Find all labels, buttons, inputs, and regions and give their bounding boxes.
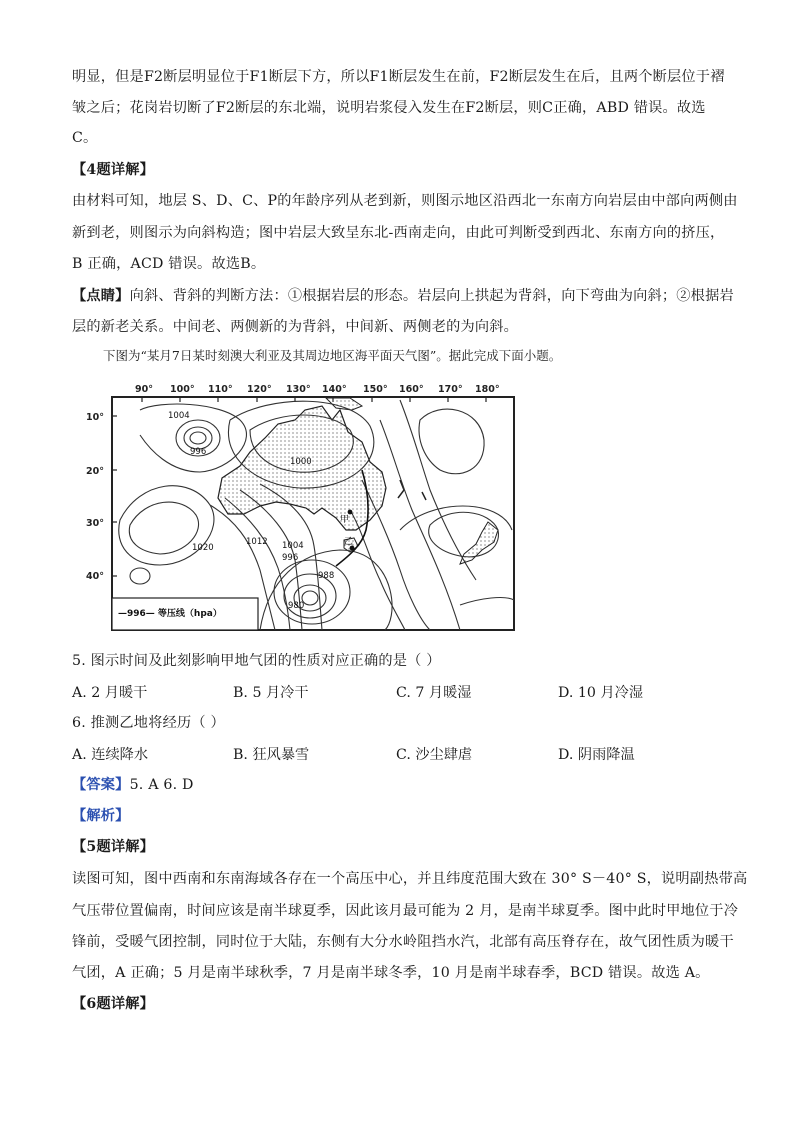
isobar-label: 980 [288,601,305,611]
lon-label: 100° [170,384,195,395]
answer-line [72,775,727,795]
paragraph-line: 新到老，则图示为向斜构造；图中岩层大致呈东北-西南走向，由此可判断受到西北、东南方向的挤压， [72,225,725,241]
lon-label: 110° [208,384,233,395]
isobar-label: 1004 [282,541,304,551]
tip-text: 向斜、背斜的判断方法：①根据岩层的形态。岩层向上拱起为背斜，向下弯曲为向斜；②根据岩 [129,288,734,304]
lat-label: 30° [86,518,104,529]
paragraph-line: 层的新老关系。中间老、两侧新的为背斜，中间新、两侧老的为向斜。 [72,319,519,335]
q5-option-c: C. 7 月暖湿 [396,685,472,701]
lat-label: 10° [86,412,104,423]
lon-label: 170° [438,384,463,395]
q6-option-b: B. 狂风暴雪 [233,747,310,763]
isobar-label: 996 [190,447,207,457]
isobar-label: 1012 [246,537,268,547]
place-label-yi: 乙 [344,537,354,547]
lat-label: 40° [86,571,104,582]
isobar-label: 1000 [290,457,312,467]
tip-line [72,286,734,306]
weather-map [86,380,520,632]
paragraph-line: 由材料可知，地层 S、D、C、P的年龄序列从老到新，则图示地区沿西北一东南方向岩层由中部向两侧由 [72,193,738,209]
paragraph-line: 气压带位置偏南，时间应该是南半球夏季，因此该月最可能为 2 月，是南半球夏季。图中此时甲地位于冷 [72,903,739,919]
place-label-jia: 甲 [340,515,350,525]
paragraph-line: 锋前，受暖气团控制，同时位于大陆，东侧有大分水岭阻挡水汽，北部有高压脊存在，故气团性质为暖干 [72,934,734,950]
paragraph-line: 气团，A 正确；5 月是南半球秋季，7 月是南半球冬季，10 月是南半球春季，BCD 错误。故选 A。 [72,965,710,981]
section-heading: 【6题详解】 [72,996,155,1012]
q6-option-c: C. 沙尘肆虐 [396,747,473,763]
lon-label: 140° [322,384,347,395]
paragraph-line: 皱之后；花岗岩切断了F2断层的东北端，说明岩浆侵入发生在F2断层，则C正确，ABD 错误。故选 [72,100,706,116]
figure-caption: 下图为“某月7日某时刻澳大利亚及其周边地区海平面天气图”。据此完成下面小题。 [103,348,562,363]
analysis-heading: 【解析】 [72,808,130,824]
lon-label: 130° [286,384,311,395]
tip-label: 【点睛】 [72,288,130,304]
lon-label: 90° [135,384,153,395]
question-6-stem: 6. 推测乙地将经历（ ） [72,715,225,731]
lat-label: 20° [86,466,104,477]
answer-label: 【答案】 [72,777,130,793]
q5-option-b: B. 5 月冷干 [233,685,309,701]
lon-label: 160° [399,384,424,395]
answer-text: 5. A 6. D [129,777,194,793]
lon-label: 150° [363,384,388,395]
section-heading: 【4题详解】 [72,162,155,178]
isobar-label: 996 [282,553,299,563]
paragraph-line: 读图可知，图中西南和东南海域各存在一个高压中心，并且纬度范围大致在 30° S－40° S，说明副热带高 [72,871,748,887]
q6-option-d: D. 阴雨降温 [558,747,635,763]
q5-option-d: D. 10 月冷湿 [558,685,644,701]
q6-option-a: A. 连续降水 [72,747,149,763]
legend-text: —996— 等压线（hpa） [118,609,222,619]
lon-label: 180° [475,384,500,395]
question-5-stem: 5. 图示时间及此刻影响甲地气团的性质对应正确的是（ ） [72,653,441,669]
section-heading: 【5题详解】 [72,839,155,855]
paragraph-line: C。 [72,130,98,146]
isobar-label: 1020 [192,543,214,553]
isobar-label: 988 [318,571,335,581]
isobar-label: 1004 [168,411,190,421]
q5-option-a: A. 2 月暖干 [72,685,148,701]
paragraph-line: B 正确，ACD 错误。故选B。 [72,256,266,272]
paragraph-line: 明显，但是F2断层明显位于F1断层下方，所以F1断层发生在前，F2断层发生在后，且两个断层位于褶 [72,69,725,85]
lon-label: 120° [247,384,272,395]
